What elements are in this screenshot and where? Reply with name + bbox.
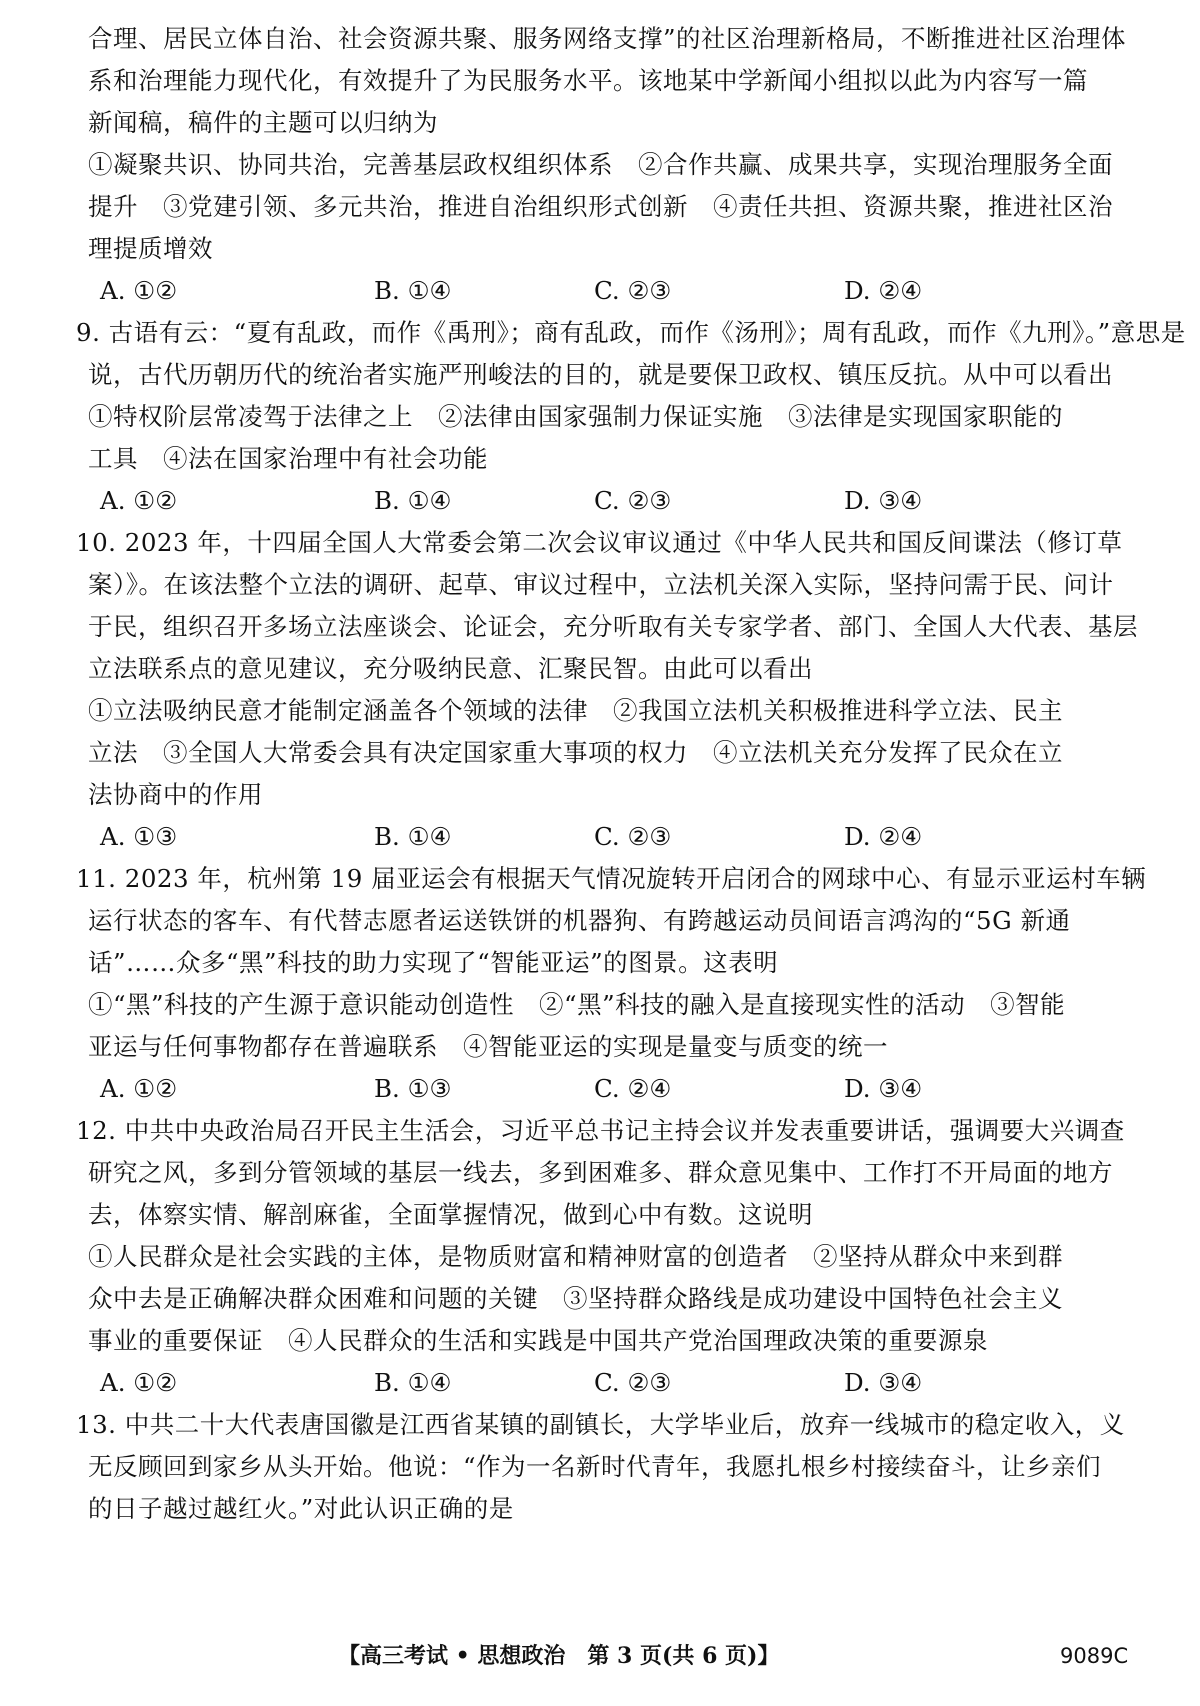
q12-choice-a[interactable]: A. ①② xyxy=(100,1368,178,1397)
q9-stem-line-2: 说，古代历朝历代的统治者实施严刑峻法的目的，就是要保卫政权、镇压反抗。从中可以看出 xyxy=(88,360,1113,389)
q12-choice-c[interactable]: C. ②③ xyxy=(594,1368,672,1397)
q10-stem-line-1: 10. 2023 年，十四届全国人大常委会第二次会议审议通过《中华人民共和国反间谍法（修订草 xyxy=(76,528,1123,557)
q10-choices xyxy=(100,820,1150,854)
q9-choice-a[interactable]: A. ①② xyxy=(100,486,178,515)
q10-option-line-2: 立法 ③全国人大常委会具有决定国家重大事项的权力 ④立法机关充分发挥了民众在立 xyxy=(88,738,1063,767)
q10-choice-a[interactable]: A. ①③ xyxy=(100,822,178,851)
q12-choice-b[interactable]: B. ①④ xyxy=(374,1368,452,1397)
q12-choice-d[interactable]: D. ③④ xyxy=(844,1368,923,1397)
q9-choice-d[interactable]: D. ③④ xyxy=(844,486,923,515)
q8-choice-d[interactable]: D. ②④ xyxy=(844,276,923,305)
q8-choice-b[interactable]: B. ①④ xyxy=(374,276,452,305)
q11-choices xyxy=(100,1072,1150,1106)
q11-choice-a[interactable]: A. ①② xyxy=(100,1074,178,1103)
q11-stem-line-2: 运行状态的客车、有代替志愿者运送铁饼的机器狗、有跨越运动员间语言鸿沟的“5G 新通 xyxy=(88,906,1071,935)
q9-stem-line-1: 9. 古语有云：“夏有乱政，而作《禹刑》；商有乱政，而作《汤刑》；周有乱政，而作《九刑》。”意思是 xyxy=(76,318,1186,347)
q11-option-line-1: ①“黑”科技的产生源于意识能动创造性 ②“黑”科技的融入是直接现实性的活动 ③智能 xyxy=(88,990,1066,1019)
q12-stem-line-3: 去，体察实情、解剖麻雀，全面掌握情况，做到心中有数。这说明 xyxy=(88,1200,813,1229)
q10-option-line-3: 法协商中的作用 xyxy=(88,780,263,809)
q8-option-line-1: ①凝聚共识、协同共治，完善基层政权组织体系 ②合作共赢、成果共享，实现治理服务全面 xyxy=(88,150,1113,179)
q8-choices xyxy=(100,274,1150,308)
q9-choice-c[interactable]: C. ②③ xyxy=(594,486,672,515)
q8-stem-line-3: 新闻稿，稿件的主题可以归纳为 xyxy=(88,108,438,137)
q8-stem-line-2: 系和治理能力现代化，有效提升了为民服务水平。该地某中学新闻小组拟以此为内容写一篇 xyxy=(88,66,1088,95)
q12-option-line-1: ①人民群众是社会实践的主体，是物质财富和精神财富的创造者 ②坚持从群众中来到群 xyxy=(88,1242,1063,1271)
q12-choices xyxy=(100,1366,1150,1400)
q11-stem-line-3: 话”……众多“黑”科技的助力实现了“智能亚运”的图景。这表明 xyxy=(88,948,779,977)
q10-stem-line-4: 立法联系点的意见建议，充分吸纳民意、汇聚民智。由此可以看出 xyxy=(88,654,813,683)
q13-stem-line-2: 无反顾回到家乡从头开始。他说：“作为一名新时代青年，我愿扎根乡村接续奋斗，让乡亲们 xyxy=(88,1452,1102,1481)
q10-choice-b[interactable]: B. ①④ xyxy=(374,822,452,851)
q13-stem-line-3: 的日子越过越红火。”对此认识正确的是 xyxy=(88,1494,514,1523)
page-footer xyxy=(0,1636,1200,1676)
q9-choices xyxy=(100,484,1150,518)
q8-stem-line-1: 合理、居民立体自治、社会资源共聚、服务网络支撑”的社区治理新格局，不断推进社区治理体 xyxy=(88,24,1127,53)
q11-option-line-2: 亚运与任何事物都存在普遍联系 ④智能亚运的实现是量变与质变的统一 xyxy=(88,1032,888,1061)
q9-option-line-1: ①特权阶层常凌驾于法律之上 ②法律由国家强制力保证实施 ③法律是实现国家职能的 xyxy=(88,402,1063,431)
q12-option-line-2: 众中去是正确解决群众困难和问题的关键 ③坚持群众路线是成功建设中国特色社会主义 xyxy=(88,1284,1063,1313)
q8-choice-a[interactable]: A. ①② xyxy=(100,276,178,305)
q11-choice-b[interactable]: B. ①③ xyxy=(374,1074,452,1103)
footer-exam-code: 9089C xyxy=(1060,1644,1129,1668)
q12-option-line-3: 事业的重要保证 ④人民群众的生活和实践是中国共产党治国理政决策的重要源泉 xyxy=(88,1326,988,1355)
q9-option-line-2: 工具 ④法在国家治理中有社会功能 xyxy=(88,444,488,473)
q13-stem-line-1: 13. 中共二十大代表唐国徽是江西省某镇的副镇长，大学毕业后，放弃一线城市的稳定收入，义 xyxy=(76,1410,1125,1439)
q11-choice-d[interactable]: D. ③④ xyxy=(844,1074,923,1103)
q12-stem-line-1: 12. 中共中央政治局召开民主生活会，习近平总书记主持会议并发表重要讲话，强调要大兴调查 xyxy=(76,1116,1125,1145)
q8-option-line-2: 提升 ③党建引领、多元共治，推进自治组织形式创新 ④责任共担、资源共聚，推进社区治 xyxy=(88,192,1113,221)
q10-stem-line-2: 案）》。在该法整个立法的调研、起草、审议过程中，立法机关深入实际，坚持问需于民、问计 xyxy=(88,570,1114,599)
q8-choice-c[interactable]: C. ②③ xyxy=(594,276,672,305)
q11-choice-c[interactable]: C. ②④ xyxy=(594,1074,672,1103)
q12-stem-line-2: 研究之风，多到分管领域的基层一线去，多到困难多、群众意见集中、工作打不开局面的地方 xyxy=(88,1158,1113,1187)
q10-choice-c[interactable]: C. ②③ xyxy=(594,822,672,851)
q9-choice-b[interactable]: B. ①④ xyxy=(374,486,452,515)
q8-option-line-3: 理提质增效 xyxy=(88,234,213,263)
footer-page-info: 【高三考试 • 思想政治 第 3 页(共 6 页)】 xyxy=(338,1643,780,1669)
q10-stem-line-3: 于民，组织召开多场立法座谈会、论证会，充分听取有关专家学者、部门、全国人大代表、基层 xyxy=(88,612,1138,641)
q11-stem-line-1: 11. 2023 年，杭州第 19 届亚运会有根据天气情况旋转开启闭合的网球中心、有显示亚运村车辆 xyxy=(76,864,1147,893)
q10-choice-d[interactable]: D. ②④ xyxy=(844,822,923,851)
q10-option-line-1: ①立法吸纳民意才能制定涵盖各个领域的法律 ②我国立法机关积极推进科学立法、民主 xyxy=(88,696,1063,725)
